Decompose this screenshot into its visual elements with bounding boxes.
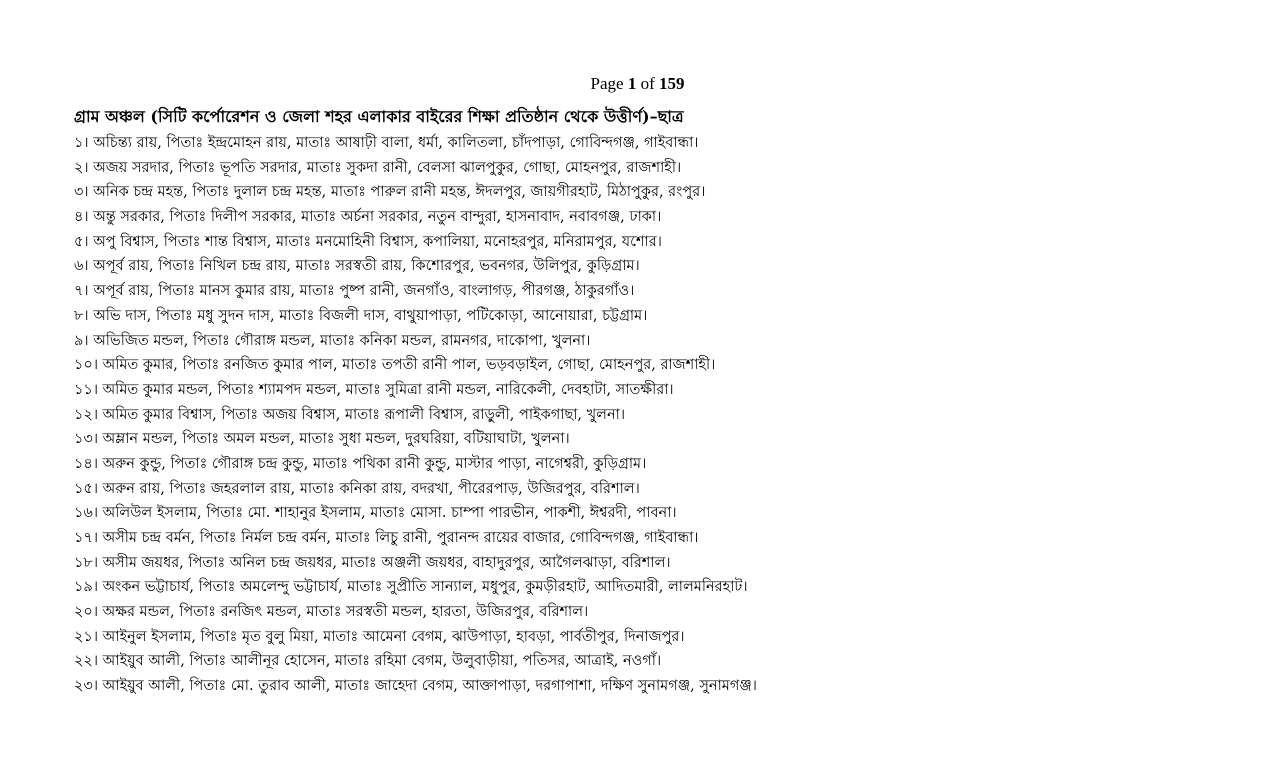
page-label: Page	[590, 74, 624, 93]
list-item: ২১। আইনুল ইসলাম, পিতাঃ মৃত বুলু মিয়া, মাতাঃ আমেনা বেগম, ঝাউপাড়া, হাবড়া, পার্বতীপুর, দিনাজপুর।	[74, 628, 685, 645]
student-list	[74, 131, 757, 699]
list-item: ১৫। অরুন রায়, পিতাঃ জহরলাল রায়, মাতাঃ কনিকা রায়, বদরখা, পীরেরপাড়, উজিরপুর, বরিশাল।	[74, 480, 640, 497]
list-item: ৩। অনিক চন্দ্র মহন্ত, পিতাঃ দুলাল চন্দ্র মহন্ত, মাতাঃ পারুল রানী মহন্ত, ঈদলপুর, জায়গীরহাট, মিঠাপুকুর, রংপুর।	[74, 184, 706, 201]
list-item: ১৯। অংকন ভট্টাচার্য, পিতাঃ অমলেন্দু ভট্টাচার্য, মাতাঃ সুপ্রীতি সান্যাল, মধুপুর, কুমড়ীরহাট, আদিতমারী, লালমনিরহাট।	[74, 579, 748, 596]
list-item: ১। অচিন্ত্য রায়, পিতাঃ ইন্দ্রমোহন রায়, মাতাঃ আষাঢ়ী বালা, ধর্মা, কালিতলা, চাঁদপাড়া, গোবিন্দগঞ্জ, গাইবান্ধা।	[74, 135, 699, 151]
current-page-number: 1	[627, 74, 637, 93]
list-item: ১৮। অসীম জয়ধর, পিতাঃ অনিল চন্দ্র জয়ধর, মাতাঃ অঞ্জলী জয়ধর, বাহাদুরপুর, আগৈলঝাড়া, বরিশাল।	[74, 554, 671, 571]
list-item: ২২। আইয়ুব আলী, পিতাঃ আলীনূর হোসেন, মাতাঃ রহিমা বেগম, উলুবাড়ীয়া, পতিসর, আত্রাই, নওগাঁ।	[74, 653, 662, 670]
list-item: ১৩। অম্লান মন্ডল, পিতাঃ অমল মন্ডল, মাতাঃ সুধা মন্ডল, দুরঘরিয়া, বটিয়াঘাটা, খুলনা।	[74, 431, 570, 448]
list-item: ৮। অভি দাস, পিতাঃ মধু সুদন দাস, মাতাঃ বিজলী দাস, বাথুয়াপাড়া, পটিকোড়া, আনোয়ারা, চট্টগ্রাম।	[74, 307, 648, 324]
list-item: ১০। অমিত কুমার, পিতাঃ রনজিত কুমার পাল, মাতাঃ তপতী রানী পাল, ভড়বড়াইল, গোছা, মোহনপুর, রাজশাহী।	[74, 357, 716, 374]
list-item: ৬। অপূর্ব রায়, পিতাঃ নিখিল চন্দ্র রায়, মাতাঃ সরস্বতী রায়, কিশোরপুর, ভবনগর, উলিপুর, কুড়িগ্রাম।	[74, 258, 640, 275]
list-item: ১২। অমিত কুমার বিশ্বাস, পিতাঃ অজয় বিশ্বাস, মাতাঃ রূপালী বিশ্বাস, রাড়ুলী, পাইকগাছা, খুলনা।	[74, 406, 626, 423]
section-heading: গ্রাম অঞ্চল (সিটি কর্পোরেশন ও জেলা শহর এলাকার বাইরের শিক্ষা প্রতিষ্ঠান থেকে উত্তীর্ণ)–ছাত্র	[74, 107, 684, 126]
page-indicator	[0, 74, 1275, 94]
total-pages-number: 159	[658, 74, 685, 93]
list-item: ২৩। আইয়ুব আলী, পিতাঃ মো. তুরাব আলী, মাতাঃ জাহেদা বেগম, আক্তাপাড়া, দরগাপাশা, দক্ষিণ সুনামগঞ্জ, সুনামগঞ্জ।	[74, 678, 757, 695]
list-item: ৫। অপু বিশ্বাস, পিতাঃ শান্ত বিশ্বাস, মাতাঃ মনমোহিনী বিশ্বাস, কপালিয়া, মনোহরপুর, মনিরামপুর, যশোর।	[74, 233, 662, 250]
list-item: ৯। অভিজিত মন্ডল, পিতাঃ গৌরাঙ্গ মন্ডল, মাতাঃ কনিকা মন্ডল, রামনগর, দাকোপা, খুলনা।	[74, 332, 591, 349]
list-item: ৭। অপূর্ব রায়, পিতাঃ মানস কুমার রায়, মাতাঃ পুষ্প রানী, জনগাঁও, বাংলাগড়, পীরগঞ্জ, ঠাকুরগাঁও।	[74, 283, 635, 300]
page-of-label: of	[640, 74, 655, 93]
list-item: ২০। অক্ষর মন্ডল, পিতাঃ রনজিৎ মন্ডল, মাতাঃ সরস্বতী মন্ডল, হারতা, উজিরপুর, বরিশাল।	[74, 604, 589, 621]
list-item: ২। অজয় সরদার, পিতাঃ ভূপতি সরদার, মাতাঃ সুকদা রানী, বেলসা ঝালপুকুর, গোছা, মোহনপুর, রাজশাহী।	[74, 159, 682, 176]
list-item: ১৪। অরুন কুন্ডু, পিতাঃ গৌরাঙ্গ চন্দ্র কুন্ডু, মাতাঃ পথিকা রানী কুন্ডু, মাস্টার পাড়া, নাগেশ্বরী, কুড়িগ্রাম।	[74, 455, 647, 472]
list-item: ১১। অমিত কুমার মন্ডল, পিতাঃ শ্যামপদ মন্ডল, মাতাঃ সুমিত্রা রানী মন্ডল, নারিকেলী, দেবহাটা, সাতক্ষীরা।	[74, 381, 674, 398]
list-item: ১৭। অসীম চন্দ্র বর্মন, পিতাঃ নির্মল চন্দ্র বর্মন, মাতাঃ লিচু রানী, পুরানন্দ রায়ের বাজার, গোবিন্দগঞ্জ, গাইবান্ধা।	[74, 530, 699, 546]
list-item: ১৬। অলিউল ইসলাম, পিতাঃ মো. শাহানুর ইসলাম, মাতাঃ মোসা. চাম্পা পারভীন, পাকশী, ঈশ্বরদী, পাবনা।	[74, 505, 677, 522]
list-item: ৪। অন্তু সরকার, পিতাঃ দিলীপ সরকার, মাতাঃ অর্চনা সরকার, নতুন বান্দুরা, হাসনাবাদ, নবাবগঞ্জ, ঢাকা।	[74, 209, 662, 226]
